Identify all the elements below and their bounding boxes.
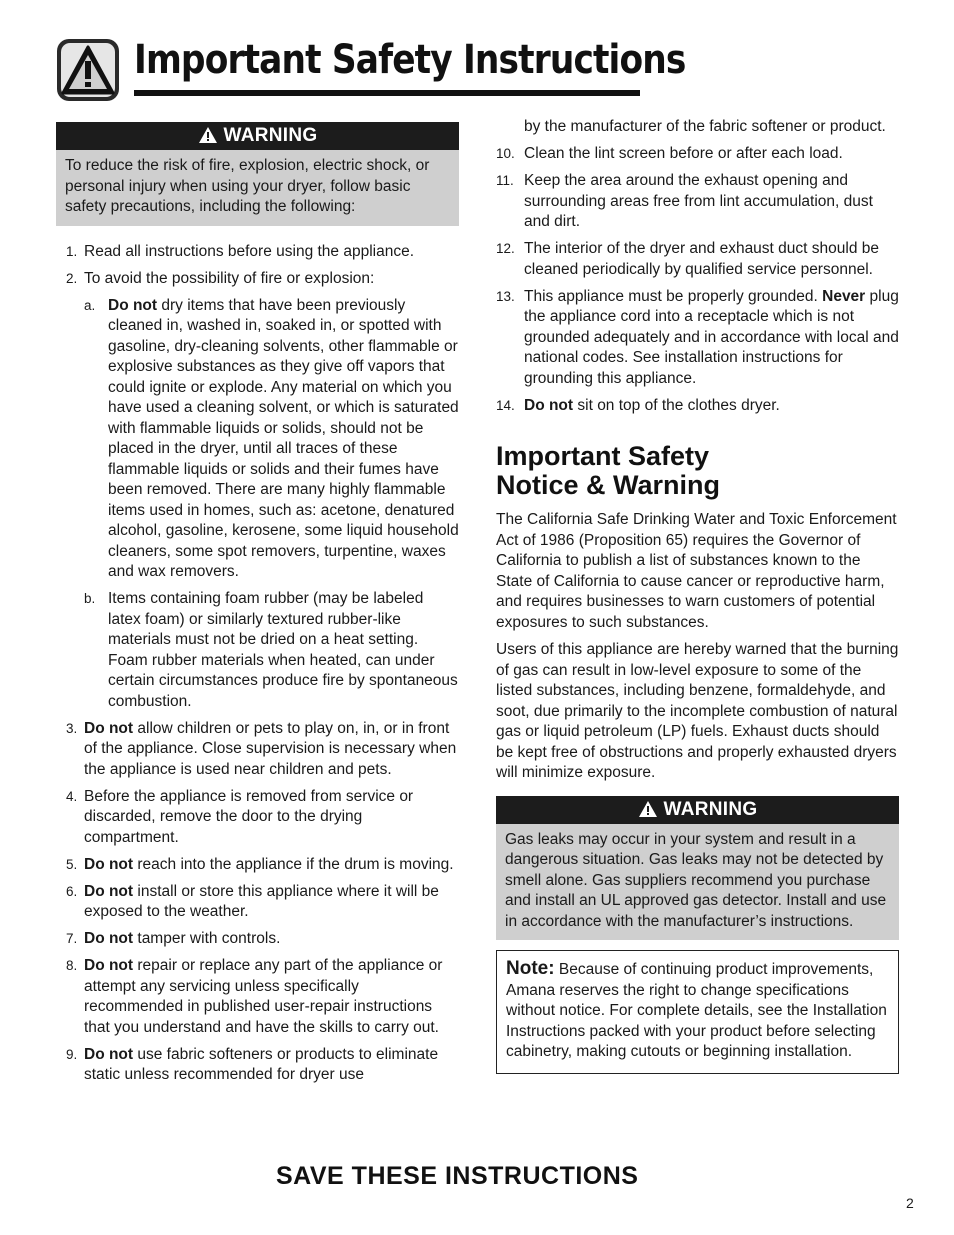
warning-header (56, 122, 459, 150)
right-column (496, 117, 899, 1074)
list-item: 10. Clean the lint screen before or after each load. (496, 145, 843, 162)
safety-list-continued (496, 117, 899, 416)
gas-warning-box (496, 796, 899, 941)
list-item: 7. Do not tamper with controls. (66, 930, 281, 947)
sub-list-item: b. Items containing foam rubber (may be labeled latex foam) or similarly textured rubber-like materials must not be dried on a heat setting. Foam rubber materials when heated, can under certain circumstances produce fire by spontaneous combustion. (84, 590, 458, 710)
note-label: Note: (506, 958, 555, 979)
warning-heading: WARNING (663, 798, 758, 820)
list-item: 4. Before the appliance is removed from service or discarded, remove the door to the drying compartment. (66, 787, 414, 846)
list-item: 6. Do not install or store this appliance where it will be exposed to the weather. (66, 882, 439, 920)
notice-paragraph: The California Safe Drinking Water and Toxic Enforcement Act of 1986 (Proposition 65) requires the Governor of California to publish a list of substances known to the State of California to cause cancer or reproductive harm, and requires businesses to warn customers of potential exposures to such substances. (496, 511, 897, 631)
list-item: 2. To avoid the possibility of fire or explosion: a. Do not dry items that have been previously cleaned in, washed in, soaked in, or spotted with gasoline, dry-cleaning solvents, other flammable or explosive substances as they give off vapors that could ignite or explode. Any material on which you have used a cleaning solvent, or which is saturated with flammable liquids or solids, should not be placed in the dryer, until all traces of these flammable liquids or solids and their fumes have been removed. There are many highly flammable items used in homes, such as: acetone, denatured alcohol, gasoline, kerosene, some liquid household cleaners, some spot removers, turpentine, waxes and wax removers. b. Items containing foam rubber (may be labeled latex foam) or similarly textured rubber-like materials must not be dried on a heat setting. Foam rubber materials when heated, can under certain circumstances produce fire by spontaneous combustion. (56, 269, 459, 713)
warning-exclamation-icon (56, 38, 120, 102)
page-header (56, 36, 686, 102)
warning-header (496, 796, 899, 824)
list-item: 14. Do not sit on top of the clothes dryer. (496, 396, 780, 414)
list-item: 9. Do not use fabric softeners or products to eliminate static unless recommended for dryer use (66, 1045, 439, 1083)
note-text: Because of continuing product improvements, Amana reserves the right to change specifications without notice. For complete details, see the Installation Instructions packed with your product before selecting cabinetry, making cutouts or beginning installation. (506, 961, 887, 1060)
note-box (496, 950, 899, 1074)
page-title: Important Safety Instructions (134, 37, 686, 83)
title-underline (134, 90, 640, 96)
warning-triangle-icon (198, 126, 218, 144)
notice-paragraph: Users of this appliance are hereby warned that the burning of gas can result in low-level exposure to some of the listed substances, including benzene, formaldehyde, and soot, due primarily to the incomplete combustion of natural gas or liquid petroleum (LP) fuels. Exhaust ducts should be kept free of obstructions and properly exhausted dryers will minimize exposure. (496, 641, 899, 781)
warning-box (56, 122, 459, 226)
save-instructions-footer: SAVE THESE INSTRUCTIONS (276, 1162, 639, 1190)
list-item: 8. Do not repair or replace any part of the appliance or attempt any servicing unless specifically recommended in published user-repair instructions that you understand and have the skills to carry out. (66, 957, 443, 1036)
list-item: 5. Do not reach into the appliance if the drum is moving. (66, 855, 454, 873)
list-item: 1. Read all instructions before using the appliance. (66, 242, 415, 260)
safety-list (56, 242, 459, 1086)
list-item: 3. Do not allow children or pets to play on, in, or in front of the appliance. Close supervision is necessary when the appliance is used near children and pets. (66, 719, 457, 778)
notice-heading: Important Safety Notice & Warning (496, 441, 721, 500)
warning-text: Gas leaks may occur in your system and result in a dangerous situation. Gas leaks may not be detected by smell alone. Gas suppliers recommend you purchase and install an UL approved gas detector. Install and use in accordance with the manufacturer’s instructions. (505, 830, 887, 930)
warning-triangle-icon (638, 800, 658, 818)
list-item-continuation: by the manufacturer of the fabric softener or product. (524, 118, 886, 135)
page-number: 2 (906, 1195, 914, 1211)
sub-list-item: a. Do not dry items that have been previously cleaned in, washed in, soaked in, or spotted with gasoline, dry-cleaning solvents, other flammable or explosive substances as they give off vapors that could ignite or explode. Any material on which you have used a cleaning solvent, or which is saturated with flammable liquids or solids, should not be placed in the dryer, until all traces of these flammable liquids or solids and their fumes have been removed. There are many highly flammable items used in homes, such as: acetone, denatured alcohol, gasoline, kerosene, some liquid household cleaners, some spot removers, turpentine, waxes and wax removers. (84, 296, 459, 580)
list-item: 13. This appliance must be properly grounded. Never plug the appliance cord into a receptacle which is not grounded adequately and in accordance with local and national codes. See installation instructions for grounding this appliance. (496, 287, 899, 387)
sub-list (84, 296, 459, 713)
list-item: 11. Keep the area around the exhaust opening and surrounding areas free from lint accumulation, dust and dirt. (496, 172, 873, 230)
left-column (56, 122, 459, 1092)
warning-heading: WARNING (223, 125, 318, 146)
list-item: 12. The interior of the dryer and exhaust duct should be cleaned periodically by qualified service personnel. (496, 240, 879, 278)
warning-text: To reduce the risk of fire, explosion, electric shock, or personal injury when using your dryer, follow basic safety precautions, including the following: (65, 157, 430, 215)
